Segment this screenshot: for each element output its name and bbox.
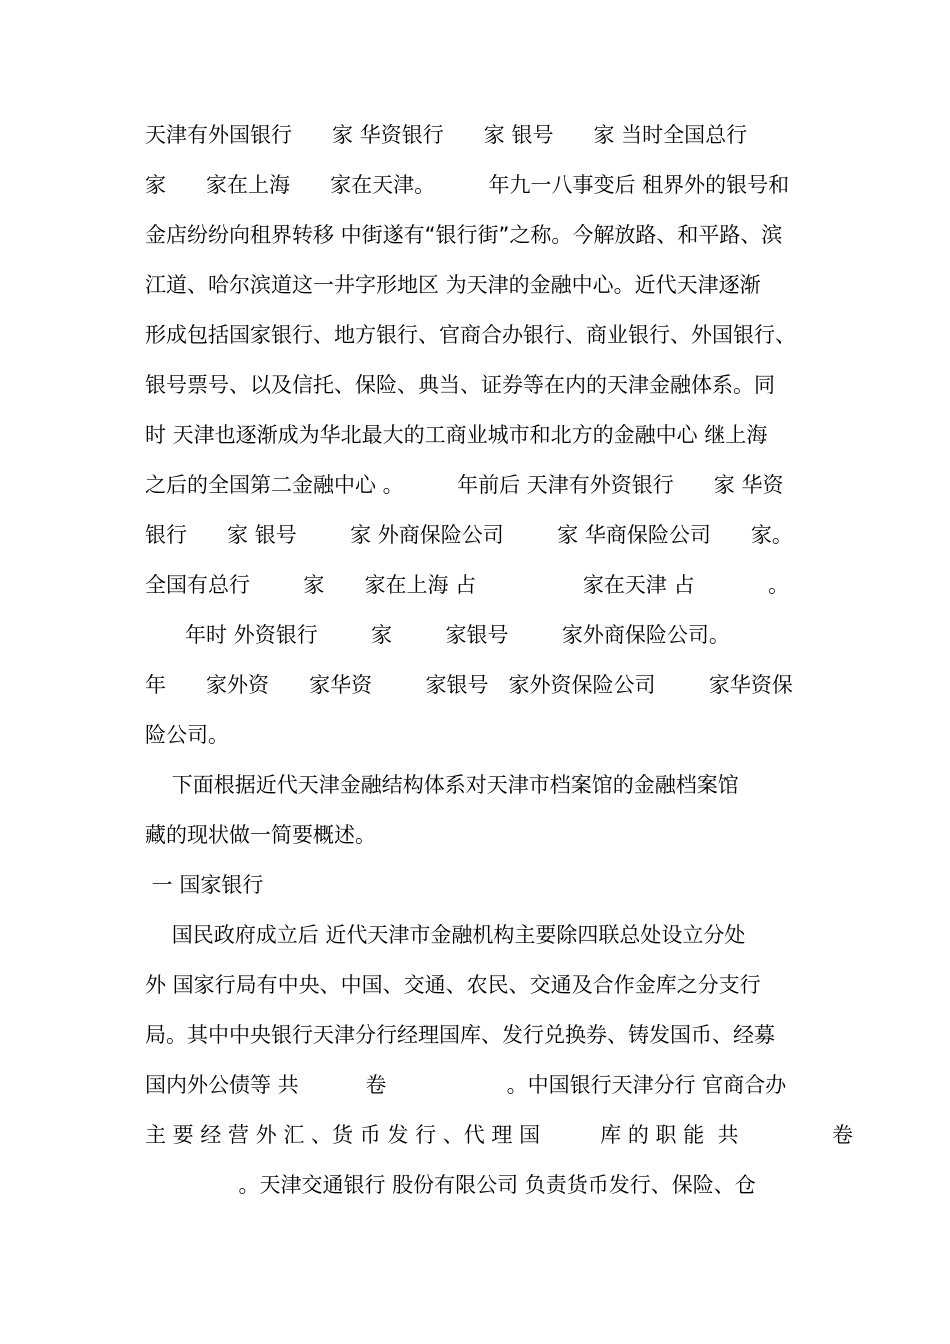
text-line: 之后的全国第二金融中心 。 年前后 天津有外资银行 家 华资 xyxy=(145,473,784,497)
text-line: 全国有总行 家 家在上海 占 家在天津 占 。 xyxy=(145,573,790,597)
text-line: 外 国家行局有中央、中国、交通、农民、交通及合作金库之分支行 xyxy=(145,973,761,997)
text-line: 银号票号、以及信托、保险、典当、证券等在内的天津金融体系。同 xyxy=(145,373,775,397)
text-line: 险公司。 xyxy=(145,723,229,747)
text-line: 江道、哈尔滨道这一井字形地区 为天津的金融中心。近代天津逐渐 xyxy=(145,273,761,297)
text-line: 银行 家 银号 家 外商保险公司 家 华商保险公司 家。 xyxy=(145,523,793,547)
text-line: 形成包括国家银行、地方银行、官商合办银行、商业银行、外国银行、 xyxy=(145,323,796,347)
text-line: 时 天津也逐渐成为华北最大的工商业城市和北方的金融中心 继上海 xyxy=(145,423,768,447)
text-line: 藏的现状做一简要概述。 xyxy=(145,823,376,847)
text-line: 年时 外资银行 家 家银号 家外商保险公司。 xyxy=(145,623,730,647)
text-line: 国民政府成立后 近代天津市金融机构主要除四联总处设立分处 xyxy=(145,923,746,947)
text-line: 家 家在上海 家在天津。 年九一八事变后 租界外的银号和 xyxy=(145,173,790,197)
section-heading: 一 国家银行 xyxy=(145,873,264,897)
text-line: 国内外公债等 共 卷 。中国银行天津分行 官商合办 xyxy=(145,1073,787,1097)
text-line: 天津有外国银行 家 华资银行 家 银号 家 当时全国总行 xyxy=(145,123,748,147)
text-line: 下面根据近代天津金融结构体系对天津市档案馆的金融档案馆 xyxy=(145,773,739,797)
text-line: 金店纷纷向租界转移 中街遂有“银行街”之称。今解放路、和平路、滨 xyxy=(145,223,783,247)
text-line: 。天津交通银行 股份有限公司 负责货币发行、保险、仓 xyxy=(145,1173,756,1197)
text-line: 年 家外资 家华资 家银号 家外资保险公司 家华资保 xyxy=(145,673,793,697)
text-line: 主 要 经 营 外 汇 、货 币 发 行 、代 理 国 库 的 职 能 共 卷 xyxy=(145,1123,854,1147)
text-line: 局。其中中央银行天津分行经理国库、发行兑换券、铸发国币、经募 xyxy=(145,1023,775,1047)
